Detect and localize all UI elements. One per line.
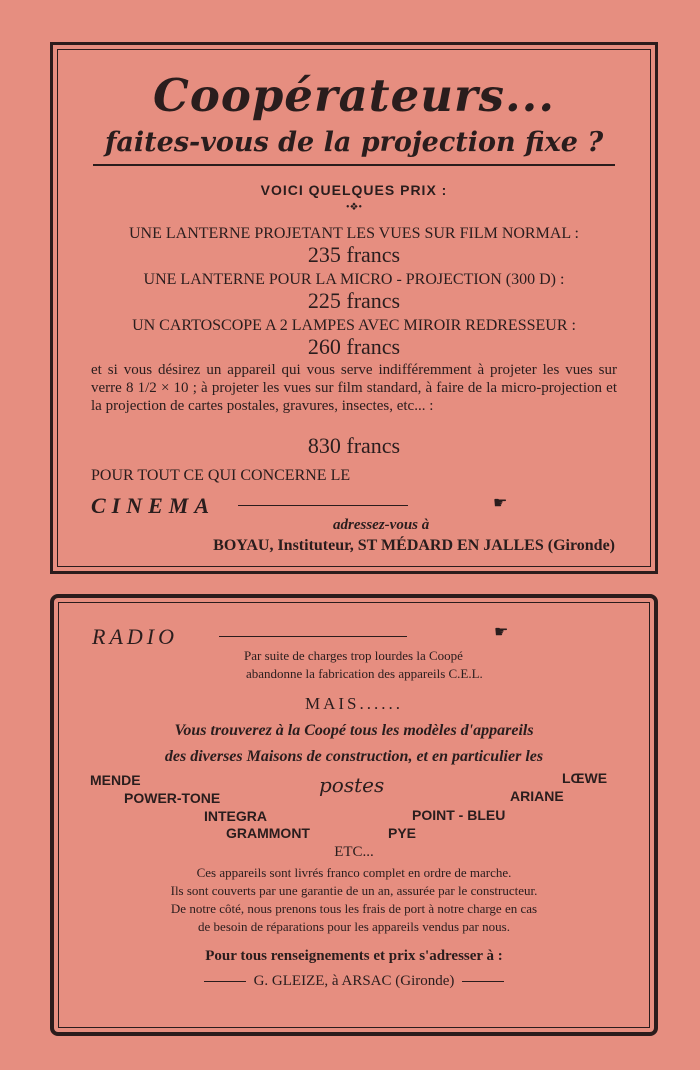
pointing-hand-icon: ☛	[493, 495, 508, 512]
fine-line4: de besoin de réparations pour les appareils vendus par nous.	[198, 919, 510, 934]
ad-subtitle: faites-vous de la projection fixe ?	[104, 127, 604, 158]
cinema-heading: CINEMA	[91, 493, 216, 518]
contact-intro: Pour tous renseignements et prix s'adresser à :	[205, 948, 503, 964]
brand-power-tone: POWER-TONE	[124, 790, 221, 806]
right-dash	[462, 981, 504, 982]
mais-text: MAIS......	[304, 694, 403, 713]
item2-price: 225 francs	[307, 288, 401, 313]
brand-pye: PYE	[388, 825, 417, 841]
gleize-contact: G. GLEIZE, à ARSAC (Gironde)	[253, 973, 455, 989]
notice-line2: abandonne la fabrication des appareils C.E.L.	[246, 666, 483, 681]
concerne-text: POUR TOUT CE QUI CONCERNE LE	[91, 467, 351, 484]
item1-description: UNE LANTERNE PROJETANT LES VUES SUR FILM NORMAL :	[129, 225, 579, 242]
ad-title: Coopérateurs...	[153, 69, 555, 122]
brand-integra: INTEGRA	[204, 808, 267, 824]
brand-grammont: GRAMMONT	[226, 825, 310, 841]
prices-heading: VOICI QUELQUES PRIX :	[260, 182, 448, 198]
adressez-text: adressez-vous à	[333, 517, 430, 533]
combo-paragraph: et si vous désirez un appareil qui vous serve indifféremment à projeter les vues sur verre 8 1/2 × 10 ; à projeter les vues sur film standard, à faire de la micro-projection et la projection de cartes postales, gravures, insectes, etc... :	[91, 362, 617, 414]
radio-heading: RADIO	[92, 624, 178, 649]
title-underline	[93, 164, 615, 166]
postes-text: postes	[319, 773, 385, 797]
fine-line3: De notre côté, nous prenons tous les frais de port à notre charge en cas	[170, 901, 538, 916]
item3-price: 260 francs	[307, 334, 401, 359]
item3-description: UN CARTOSCOPE A 2 LAMPES AVEC MIROIR REDRESSEUR :	[132, 317, 576, 334]
gleize-line	[54, 973, 654, 990]
ornament-divider: •❖•	[346, 202, 362, 213]
notice-line1: Par suite de charges trop lourdes la Coopé	[244, 648, 463, 663]
brand-mende: MENDE	[90, 772, 141, 788]
radio-ad-box	[50, 594, 658, 1036]
item2-description: UNE LANTERNE POUR LA MICRO - PROJECTION (300 D) :	[143, 271, 565, 288]
etc-text: ETC...	[334, 844, 374, 860]
pointing-hand-icon: ☛	[494, 624, 509, 641]
brand-loewe: LŒWE	[562, 770, 608, 786]
boyau-contact: BOYAU, Instituteur, ST MÉDARD EN JALLES (Gironde)	[213, 537, 615, 554]
fine-line2: Ils sont couverts par une garantie de un an, assurée par le constructeur.	[170, 883, 538, 898]
item4-price: 830 francs	[307, 433, 401, 458]
pitch-line1: Vous trouverez à la Coopé tous les modèles d'appareils	[174, 722, 534, 739]
fine-line1: Ces appareils sont livrés franco complet en ordre de marche.	[196, 865, 512, 880]
item1-price: 235 francs	[307, 242, 401, 267]
brand-point-bleu: POINT - BLEU	[412, 807, 506, 823]
brand-ariane: ARIANE	[510, 788, 564, 804]
cinema-ad-box	[50, 42, 658, 574]
pitch-line2: des diverses Maisons de construction, et en particulier les	[164, 748, 544, 765]
cinema-rule	[238, 505, 408, 506]
left-dash	[204, 981, 246, 982]
radio-rule	[219, 636, 407, 637]
fine-print	[84, 864, 624, 936]
